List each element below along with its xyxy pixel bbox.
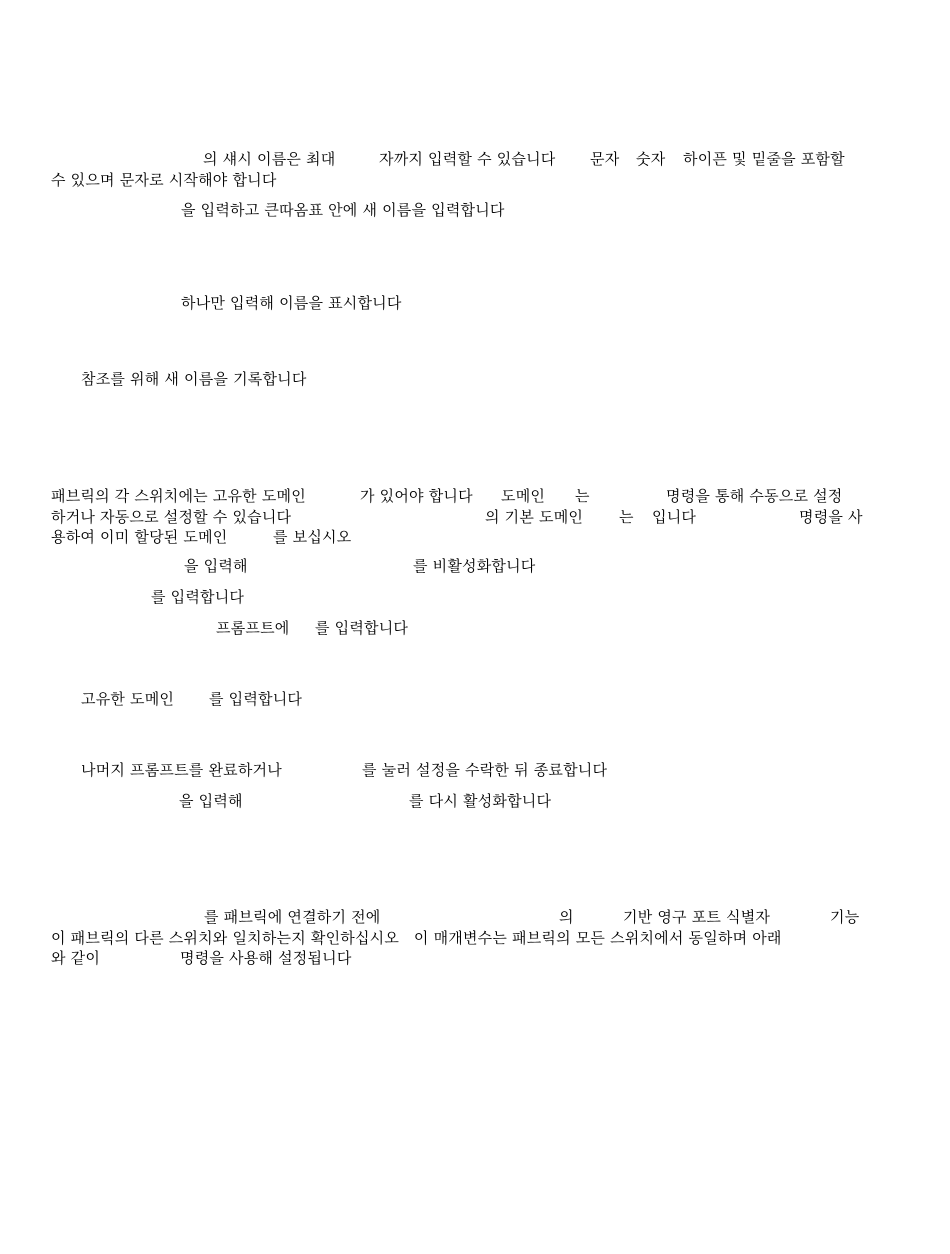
step-prompt-a: 프롬프트에 bbox=[216, 619, 290, 637]
step-disable-b: 를 비활성화합니다 bbox=[413, 557, 536, 575]
wwn-line1-a: 를 패브릭에 연결하기 전에 bbox=[204, 908, 381, 926]
wwn-line1-b: 의 bbox=[559, 908, 574, 926]
domain-para-l1-a: 패브릭의 각 스위치에는 고유한 도메인 bbox=[51, 487, 306, 505]
intro-text-b: 자까지 입력할 수 있습니다 bbox=[379, 150, 556, 168]
domain-para-l2-a: 하거나 자동으로 설정할 수 있습니다 bbox=[51, 508, 292, 526]
domain-para-l2-c: 는 bbox=[619, 508, 634, 526]
wwn-line3-b: 명령을 사용해 설정됩니다 bbox=[180, 949, 352, 967]
domain-para-l3-a: 용하여 이미 할당된 도메인 bbox=[51, 528, 228, 546]
step-unique-b: 를 입력합니다 bbox=[209, 690, 303, 708]
intro-text-a: 의 섀시 이름은 최대 bbox=[203, 150, 336, 168]
intro-text-e: 하이픈 및 밑줄을 포함할 bbox=[683, 150, 845, 168]
wwn-line2: 이 패브릭의 다른 스위치와 일치하는지 확인하십시오 이 매개변수는 패브릭의 모든 스위치에서 동일하며 아래 bbox=[51, 929, 782, 947]
wwn-line1-c: 기반 영구 포트 식별자 bbox=[623, 908, 771, 926]
wwn-line3-a: 와 같이 bbox=[51, 949, 101, 967]
step-enable-b: 를 다시 활성화합니다 bbox=[409, 792, 552, 810]
step-show-name: 하나만 입력해 이름을 표시합니다 bbox=[181, 294, 402, 312]
domain-para-l2-b: 의 기본 도메인 bbox=[485, 508, 584, 526]
domain-para-l2-e: 명령을 사 bbox=[799, 508, 863, 526]
domain-para-l2-d: 입니다 bbox=[652, 508, 697, 526]
step-unique-a: 고유한 도메인 bbox=[81, 690, 175, 708]
step-finish-b: 를 눌러 설정을 수락한 뒤 종료합니다 bbox=[362, 761, 608, 779]
intro-text-c: 문자 bbox=[590, 150, 620, 168]
domain-para-l1-d: 는 bbox=[575, 487, 590, 505]
domain-para-l1-e: 명령을 통해 수동으로 설정 bbox=[666, 487, 843, 505]
domain-para-l1-b: 가 있어야 합니다 bbox=[360, 487, 473, 505]
domain-para-l3-b: 를 보십시오 bbox=[273, 528, 352, 546]
wwn-line1-d: 기능 bbox=[830, 908, 860, 926]
step-enable-a: 을 입력해 bbox=[179, 792, 243, 810]
step-finish-a: 나머지 프롬프트를 완료하거나 bbox=[81, 761, 282, 779]
step-disable-a: 을 입력해 bbox=[184, 557, 248, 575]
intro-text-d: 숫자 bbox=[636, 150, 666, 168]
step-prompt-b: 를 입력합니다 bbox=[315, 619, 409, 637]
domain-para-l1-c: 도메인 bbox=[501, 487, 546, 505]
intro-text-line2: 수 있으며 문자로 시작해야 합니다 bbox=[51, 171, 277, 189]
step-enter: 를 입력합니다 bbox=[151, 588, 245, 606]
step-enter-name: 을 입력하고 큰따옴표 안에 새 이름을 입력합니다 bbox=[181, 201, 505, 219]
note-record-name: 참조를 위해 새 이름을 기록합니다 bbox=[81, 370, 307, 388]
